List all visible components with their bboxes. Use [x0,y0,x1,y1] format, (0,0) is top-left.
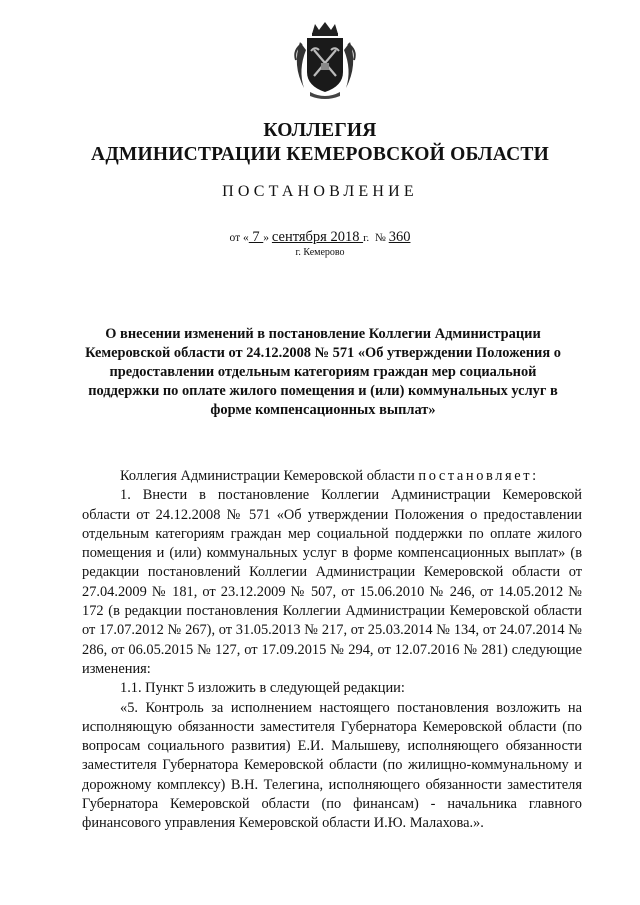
item-1-1-paragraph: 1.1. Пункт 5 изложить в следующей редакции: [120,680,405,697]
intro-paragraph [82,467,582,486]
date-prefix: от « [229,232,249,244]
date-close-quote: » [263,232,272,244]
intro-verb: постановляет: [418,468,539,484]
city: г. Кемерово [295,247,345,258]
item-1-paragraph: 1. Внести в постановление Коллегии Администрации Кемеровской области от 24.12.2008 № 571 «Об утверждении Положения о предоставлении отдельным категориям граждан мер социальной поддержки по оплате жилого помещения и (или) коммунальных услуг в форме компенсационных выплат» (в редакции постановлений Коллегии Администрации Кемеровской области от 27.04.2009 № 181, от 23.12.2009 № 507, от 15.06.2010 № 246, от 14.05.2012 № 172 (в редакции постановления Коллегии Администрации Кемеровской области от 17.07.2012 № 267), от 31.05.2013 № 217, от 25.03.2014 № 134, от 24.07.2014 № 286, от 06.05.2015 № 127, от 17.09.2015 № 294, от 12.07.2016 № 281) следующие изменения: [82,487,582,677]
number-prefix: № [374,232,389,244]
intro-text: Коллегия Администрации Кемеровской области [120,468,419,484]
date-day: 7 [248,229,264,245]
coat-of-arms-emblem [290,20,360,102]
org-name-line1: КОЛЛЕГИЯ [263,120,377,141]
quoted-paragraph: «5. Контроль за исполнением настоящего постановления возложить на исполняющую обязанности заместителя Губернатора Кемеровской области (по вопросам социального развития) Е.И. Малышеву, исполняющего обязанности заместителя Губернатора Кемеровской области (по жилищно-коммунальному и дорожному комплексу) В.Н. Телегина, исполняющего обязанности заместителя Губернатора Кемеровской области (по финансам) - начальника главного финансового управления Кемеровской области И.Ю. Малахова.». [82,699,582,832]
document-subject: О внесении изменений в постановление Коллегии Администрации Кемеровской области от 24.12.2008 № 571 «Об утверждении Положения о предоставлении отдельным категориям граждан мер социальной поддержки по оплате жилого помещения и (или) коммунальных услуг в форме компенсационных выплат» [85,326,561,418]
document-type: ПОСТАНОВЛЕНИЕ [222,183,418,200]
date-year-suffix: г. [363,232,370,244]
org-name-line2: АДМИНИСТРАЦИИ КЕМЕРОВСКОЙ ОБЛАСТИ [91,144,549,165]
document-body [82,467,582,834]
date-number-line [0,229,640,246]
document-number: 360 [388,229,411,245]
date-month-year: сентября 2018 [271,229,364,245]
